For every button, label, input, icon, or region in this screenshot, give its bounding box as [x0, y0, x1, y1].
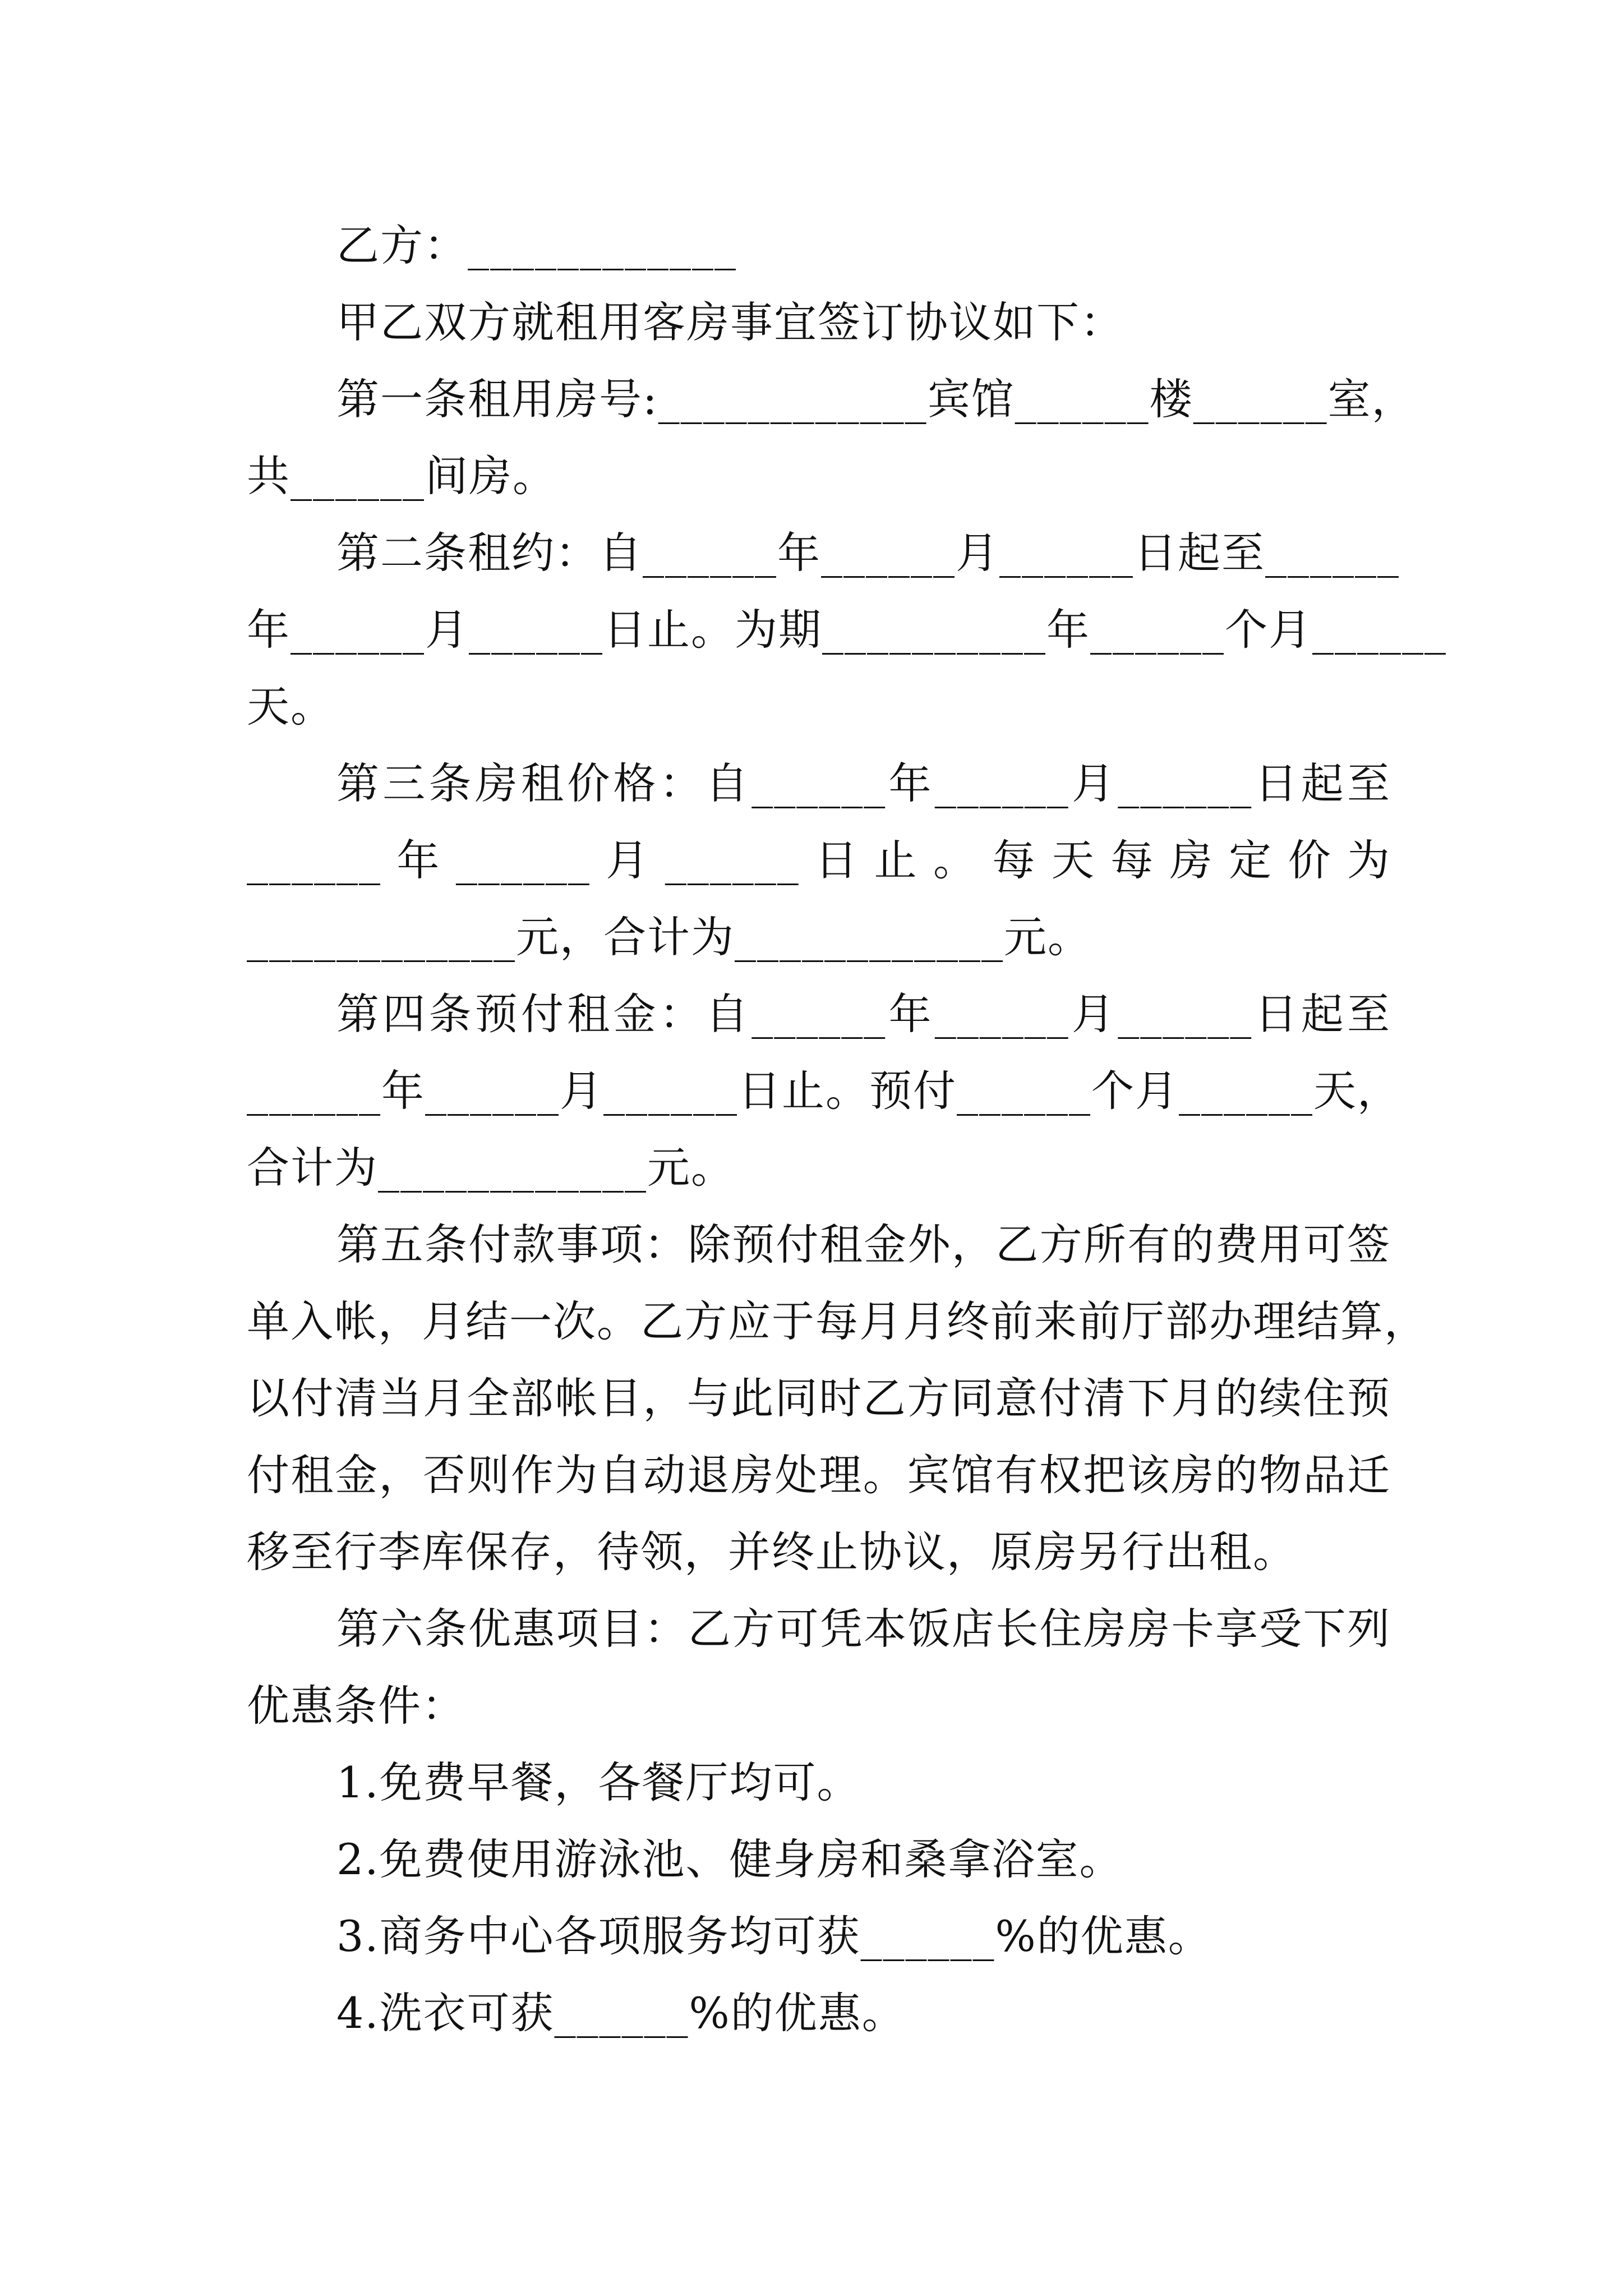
- article-3-line-2: ______年______月______日止。每天每房定价为: [247, 835, 1391, 885]
- party-b-line: 乙方：____________: [336, 220, 737, 270]
- article-4-line-3: 合计为____________元。: [247, 1143, 735, 1193]
- article-5-line-5: 移至行李库保存，待领，并终止协议，原房另行出租。: [247, 1527, 1297, 1577]
- article-2-line-3: 天。: [247, 682, 334, 731]
- article-1-line-2: 共______间房。: [247, 451, 556, 501]
- benefit-item-2: 2.免费使用游泳池、健身房和桑拿浴室。: [336, 1834, 1123, 1884]
- article-2-line-2: 年______月______日止。为期__________年______个月______: [247, 605, 1447, 655]
- benefit-item-4: 4.洗衣可获______%的优惠。: [336, 1988, 906, 2038]
- article-6-line-1: 第六条优惠项目：乙方可凭本饭店长住房房卡享受下列: [336, 1604, 1391, 1654]
- article-5-line-4: 付租金，否则作为自动退房处理。宾馆有权把该房的物品迁: [247, 1450, 1391, 1500]
- article-4-line-2: ______年______月______日止。预付______个月______天，: [247, 1066, 1401, 1116]
- article-5-line-2: 单入帐，月结一次。乙方应于每月月终前来前厅部办理结算，: [247, 1296, 1428, 1346]
- article-1-line-1: 第一条租用房号:____________宾馆______楼______室，: [336, 374, 1415, 424]
- article-3-line-3: ____________元，合计为____________元。: [247, 912, 1091, 962]
- benefit-item-3: 3.商务中心各项服务均可获______%的优惠。: [336, 1911, 1212, 1961]
- article-2-line-1: 第二条租约：自______年______月______日起至______: [336, 528, 1400, 578]
- benefit-item-1: 1.免费早餐，各餐厅均可。: [336, 1757, 861, 1807]
- intro-line: 甲乙双方就租用客房事宜签订协议如下：: [336, 297, 1124, 347]
- article-3-line-1: 第三条房租价格：自______年______月______日起至: [336, 758, 1391, 808]
- article-5-line-3: 以付清当月全部帐目，与此同时乙方同意付清下月的续住预: [247, 1373, 1391, 1423]
- article-6-line-2: 优惠条件：: [247, 1681, 465, 1731]
- article-4-line-1: 第四条预付租金：自______年______月______日起至: [336, 989, 1391, 1039]
- article-5-line-1: 第五条付款事项：除预付租金外，乙方所有的费用可签: [336, 1220, 1391, 1269]
